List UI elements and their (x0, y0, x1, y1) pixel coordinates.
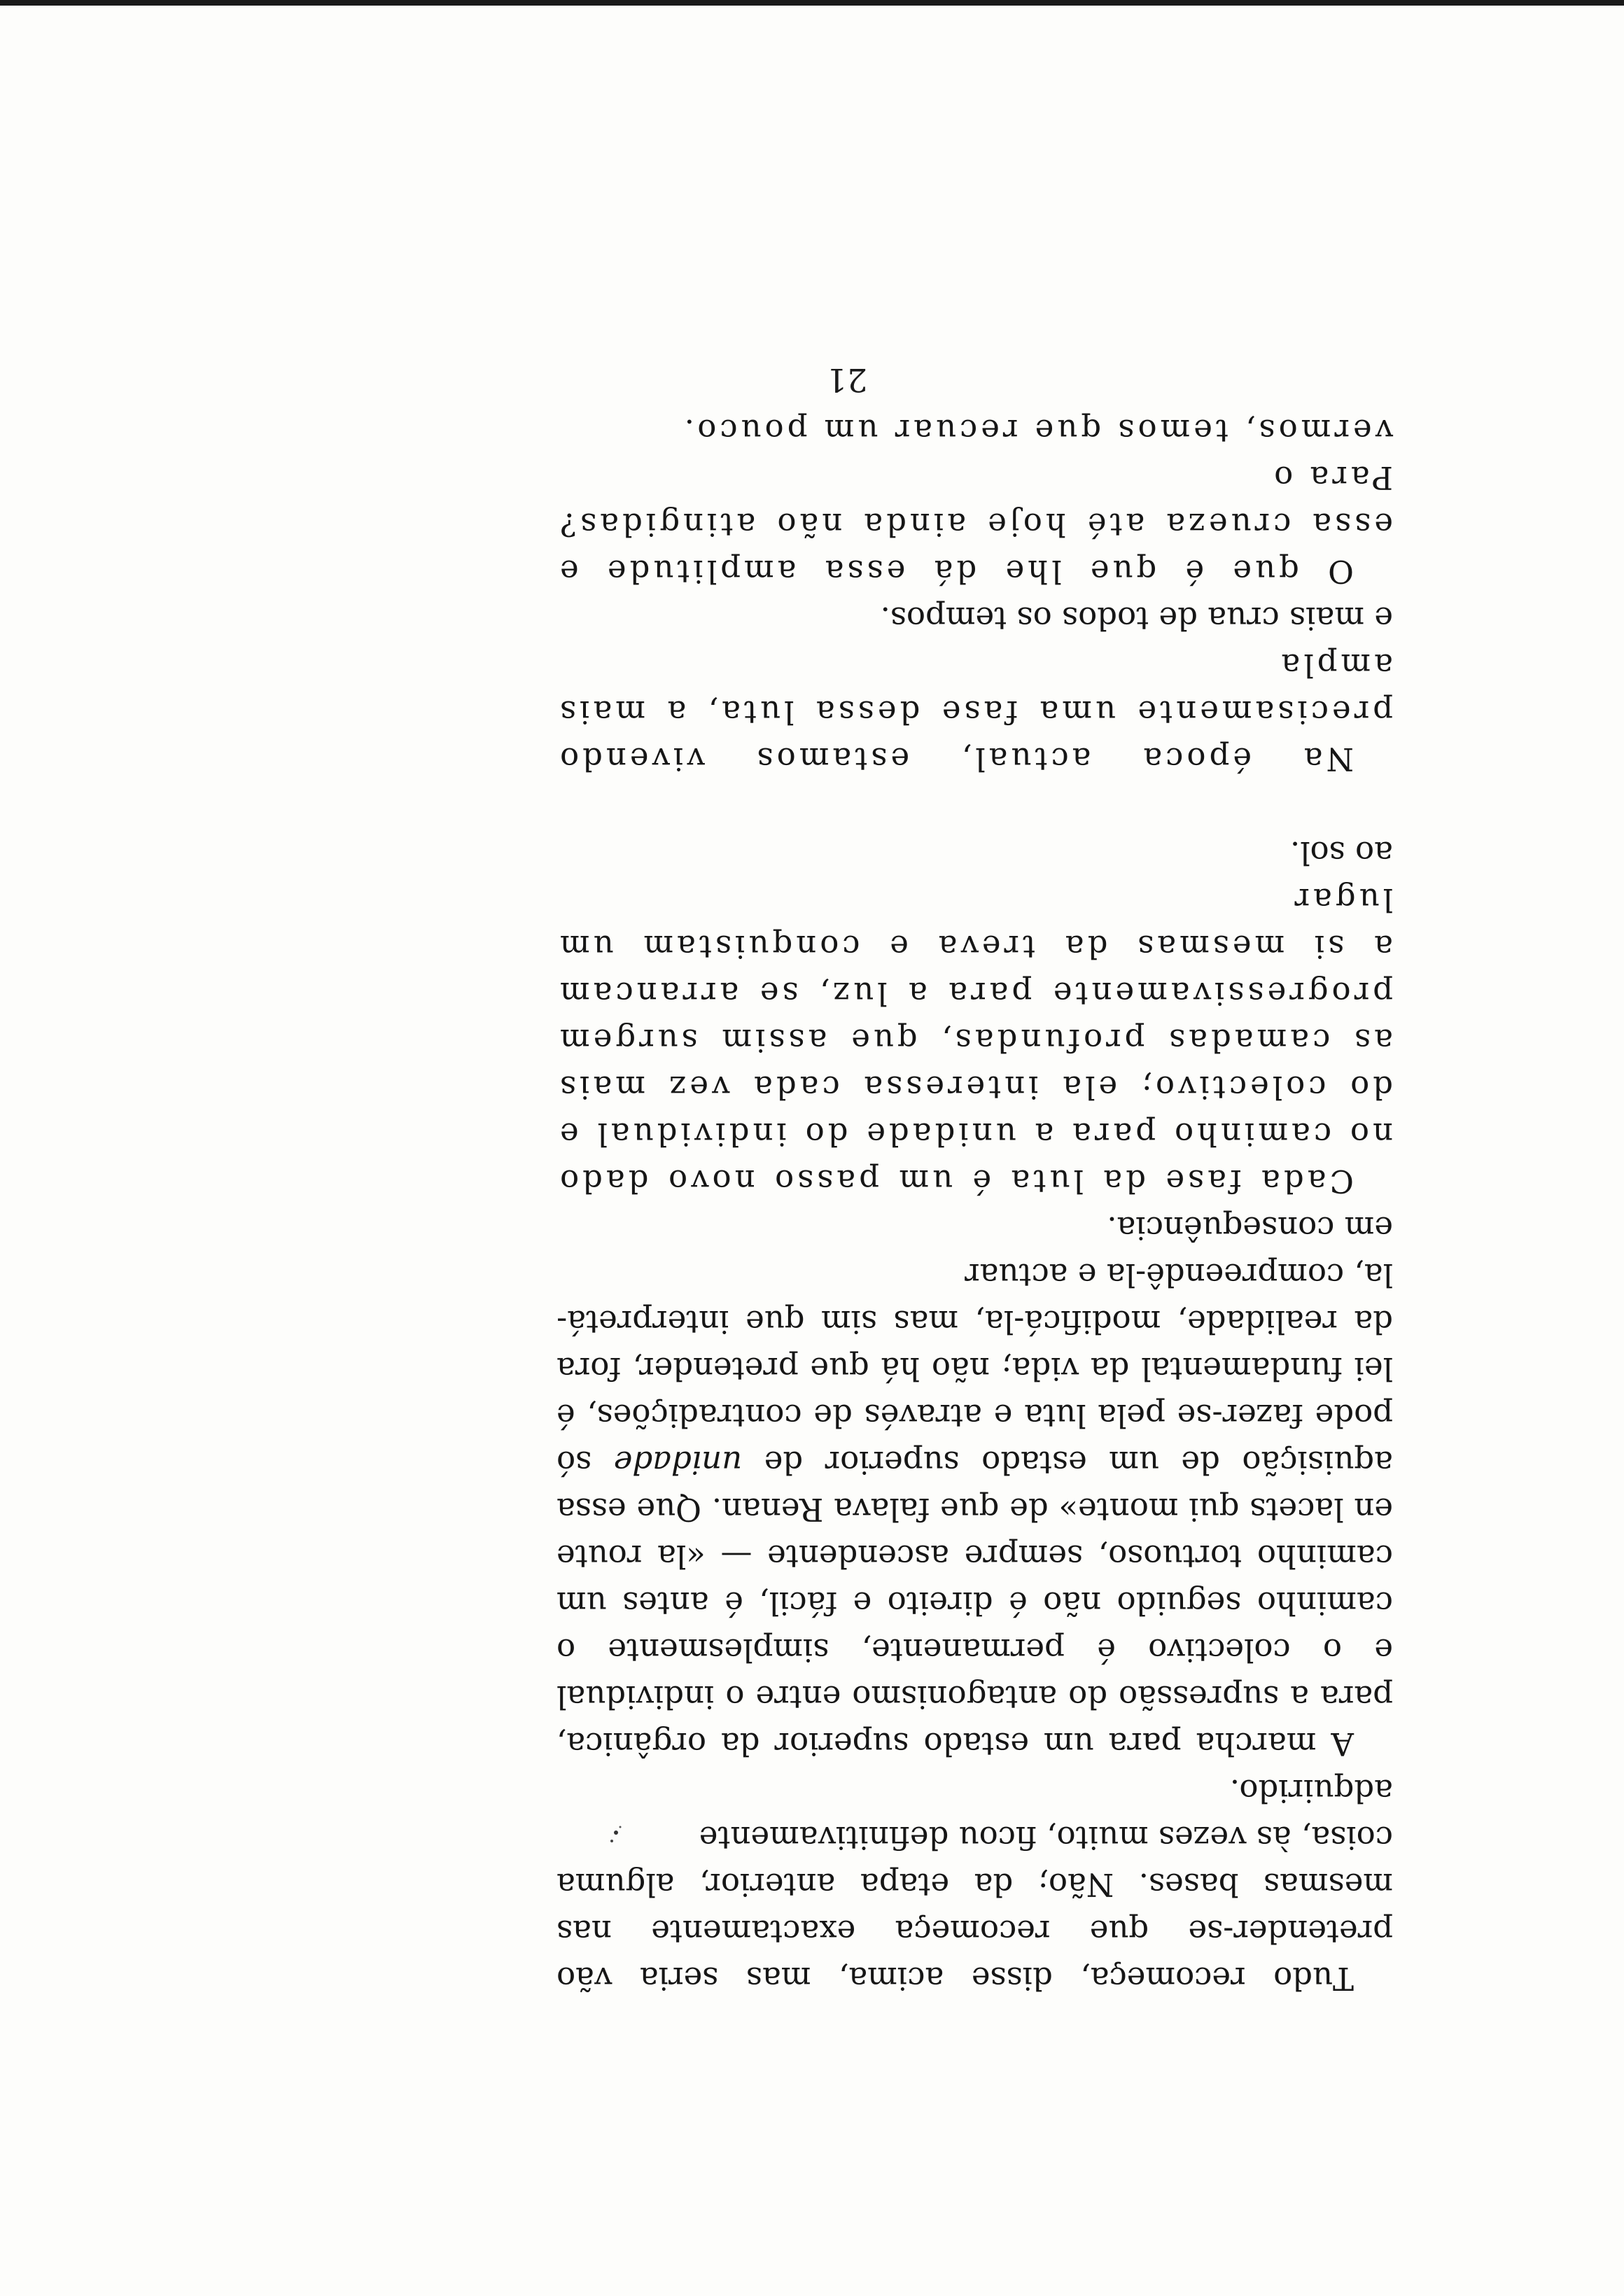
paragraph-e-mais-crua: e mais crua de todos os tempos. (880, 600, 1393, 637)
paragraph-em-consequencia: em consequência. (1107, 1210, 1393, 1247)
scan-edge-bar (0, 0, 1624, 6)
ink-speck (602, 1820, 630, 1848)
paragraph-ao-sol: ao sol. (1289, 834, 1393, 872)
paragraph-vermos: vermos, temos que recuar um pouco. (680, 412, 1393, 449)
body-text (556, 407, 1393, 2002)
paragraph-a-marcha: A marcha para um estado superior da orgânica, para a supressão do antagonismo entre o individual e o colectivo é permanente, simplesmente o caminho seguido não é direito e fácil, é antes um caminho tortuoso, sempre ascendente — «la route en lacets qui monte» de que falava Renan. Que essa aquisição de um estado superior de unidade só pode fazer-se pela luta e através de contradições, é lei fundamental da vida; não há que pretender, fora da realidade, modificá-la, mas sim que interpretá-la, compreendê-la e actuar (556, 1256, 1393, 1763)
page-number: 21 (826, 361, 868, 399)
paragraph-tudo-recomeca: Tudo recomeça, disse acima, mas seria vão pretender-se que recomeça exactamente nas mesmas bases. Não; da etapa anterior, alguma coisa, às vezes muito, ficou definitivamente (556, 1819, 1393, 1997)
paragraph-adquirido: adquirido. (1229, 1772, 1393, 1809)
paragraph-o-que-e: O que é que lhe dá essa amplitude e essa crueza até hoje ainda não atingidas? Para o (556, 459, 1393, 590)
paragraph-na-epoca: Na época actual, estamos vivendo precisamente uma fase dessa luta, a mais ampla (556, 647, 1393, 778)
paragraph-cada-fase: Cada fase da luta é um passo novo dado no caminho para a unidade do individual e do colectivo; ela interessa cada vez mais as camadas profundas, que assim surgem progressivamente para a luz, se arrancam a si mesmas da treva e conquistam um lugar (556, 881, 1393, 1200)
